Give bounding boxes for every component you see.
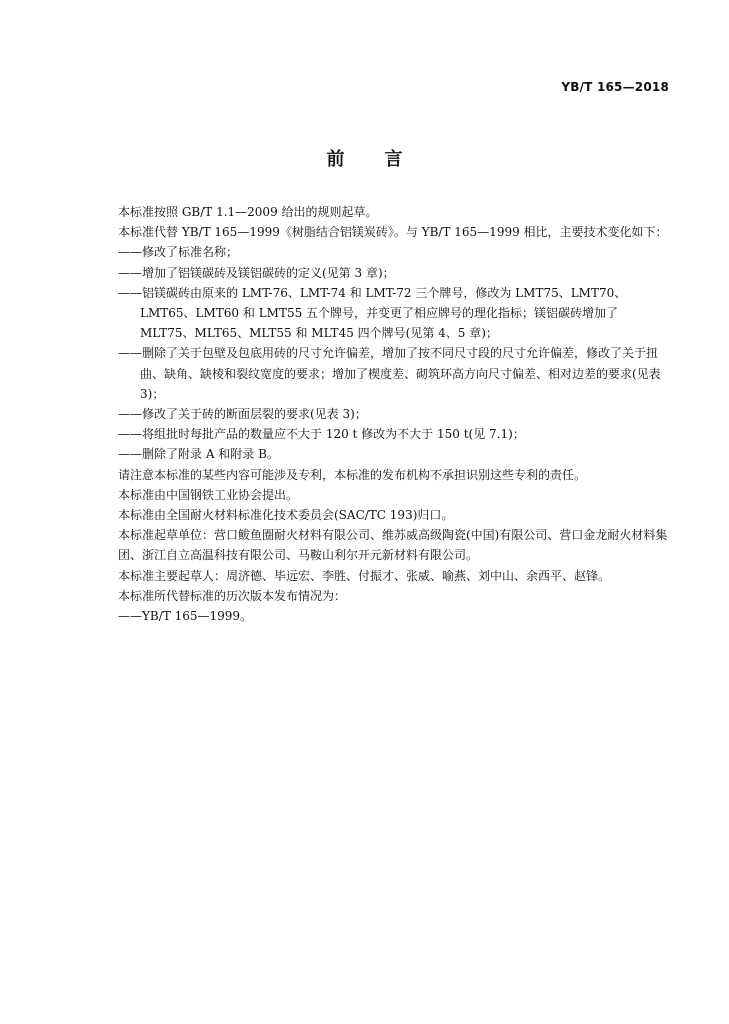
paragraph-drafting-units: 本标准起草单位：营口鲅鱼圈耐火材料有限公司、维苏威高级陶瓷(中国)有限公司、营口金龙耐火材料集团、浙江自立高温科技有限公司、马鞍山利尔开元新材料有限公司。 xyxy=(118,528,668,563)
page-title: 前言 xyxy=(326,149,443,170)
change-item-lamination: ——修改了关于砖的断面层裂的要求(见表 3)； xyxy=(118,407,367,422)
change-item-grades: ——铝镁碳砖由原来的 LMT-76、LMT-74 和 LMT-72 三个牌号，修改为 LMT75、LMT70、LMT65、LMT60 和 LMT55 五个牌号，并变更了相应牌号的理化指标；镁铝碳砖增加了 MLT75、MLT65、MLT55 和 MLT45 四个牌号(见第 4、5 章)； xyxy=(118,285,627,341)
paragraph-committee: 本标准由全国耐火材料标准化技术委员会(SAC/TC 193)归口。 xyxy=(118,508,454,523)
change-item-tolerances: ——删除了关于包壁及包底用砖的尺寸允许偏差，增加了按不同尺寸段的尺寸允许偏差，修改了关于扭曲、缺角、缺棱和裂纹宽度的要求；增加了楔度差、砌筑环高方向尺寸偏差、相对边差的要求(见表 3)； xyxy=(118,346,661,401)
paragraph-proposer: 本标准由中国钢铁工业协会提出。 xyxy=(118,487,299,502)
paragraph-history: 本标准所代替标准的历次版本发布情况为： xyxy=(118,588,347,603)
change-item-annex: ——删除了附录 A 和附录 B。 xyxy=(118,447,279,462)
change-item-name: ——修改了标准名称； xyxy=(118,245,239,260)
paragraph-drafters: 本标准主要起草人：周济德、毕远宏、李胜、付振才、张威、喻燕、刘中山、余西平、赵锋。 xyxy=(118,568,611,583)
paragraph-drafting-rules: 本标准按照 GB/T 1.1—2009 给出的规则起草。 xyxy=(118,205,378,219)
paragraph-replacement: 本标准代替 YB/T 165—1999《树脂结合铝镁炭砖》。与 YB/T 165—1999 相比，主要技术变化如下： xyxy=(118,225,668,240)
change-item-definitions: ——增加了铝镁碳砖及镁铝碳砖的定义(见第 3 章)； xyxy=(118,265,395,280)
change-item-batch: ——将组批时每批产品的数量应不大于 120 t 修改为不大于 150 t(见 7.1)； xyxy=(118,427,525,442)
foreword-body xyxy=(118,202,674,626)
history-item: ——YB/T 165—1999。 xyxy=(118,609,253,624)
paragraph-patent-notice: 请注意本标准的某些内容可能涉及专利，本标准的发布机构不承担识别这些专利的责任。 xyxy=(118,467,587,482)
document-code: YB/T 165—2018 xyxy=(561,80,669,94)
